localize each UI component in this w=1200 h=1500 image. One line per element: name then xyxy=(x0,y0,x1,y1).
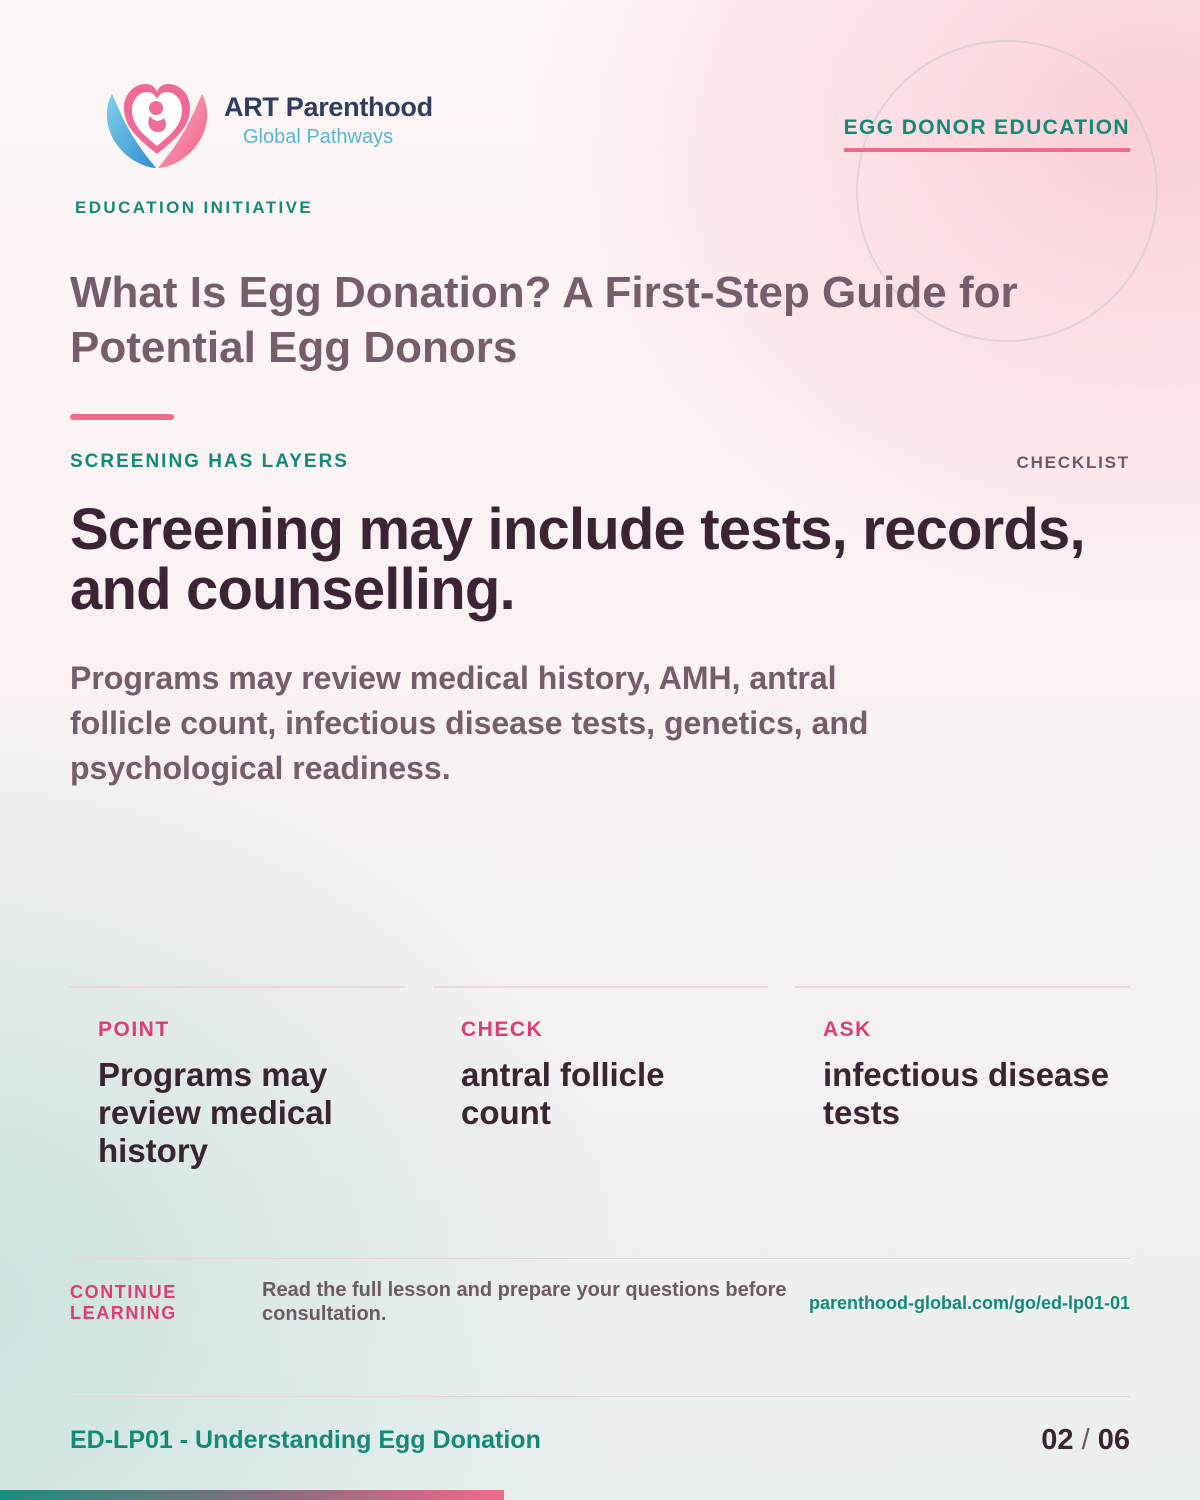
progress-bar xyxy=(0,1490,504,1500)
divider xyxy=(70,1396,1130,1397)
card-text: antral follicle count xyxy=(461,1056,665,1131)
page-total: 06 xyxy=(1097,1424,1130,1456)
section-type-label: CHECKLIST xyxy=(1016,453,1130,472)
section-body: Programs may review medical history, AMH, antral follicle count, infectious disease tests, genetics, and psychological readiness. xyxy=(70,660,869,786)
card-label: ASK xyxy=(823,1018,872,1041)
lesson-link[interactable]: parenthood-global.com/go/ed-lp01-01 xyxy=(808,1293,1130,1313)
page-counter xyxy=(1041,1424,1130,1457)
page-current: 02 xyxy=(1041,1424,1074,1456)
initiative-label: EDUCATION INITIATIVE xyxy=(75,198,314,217)
brand-name: ART Parenthood xyxy=(224,92,433,122)
page-title: What Is Egg Donation? A First-Step Guide for Potential Egg Donors xyxy=(70,268,1018,372)
series-label: EGG DONOR EDUCATION xyxy=(844,116,1130,152)
card-point xyxy=(70,986,405,1188)
section-label: SCREENING HAS LAYERS xyxy=(70,451,349,472)
heart-hands-baby-logo-icon xyxy=(100,72,214,172)
card-text: infectious disease tests xyxy=(823,1056,1110,1131)
card-label: POINT xyxy=(98,1018,170,1041)
card-label: CHECK xyxy=(461,1018,544,1041)
continue-learning-label: CONTINUE LEARNING xyxy=(70,1282,177,1323)
brand-tagline: Global Pathways xyxy=(243,126,394,148)
cta-description: Read the full lesson and prepare your questions before consultation. xyxy=(262,1279,787,1325)
title-accent-bar xyxy=(70,414,174,420)
course-title: ED-LP01 - Understanding Egg Donation xyxy=(70,1426,541,1454)
card-check xyxy=(433,986,768,1188)
divider xyxy=(70,1258,1130,1259)
card-text: Programs may review medical history xyxy=(98,1056,333,1169)
section-headline: Screening may include tests, records, and counselling. xyxy=(70,497,1085,622)
card-ask xyxy=(795,986,1130,1188)
page-separator: / xyxy=(1081,1424,1090,1456)
